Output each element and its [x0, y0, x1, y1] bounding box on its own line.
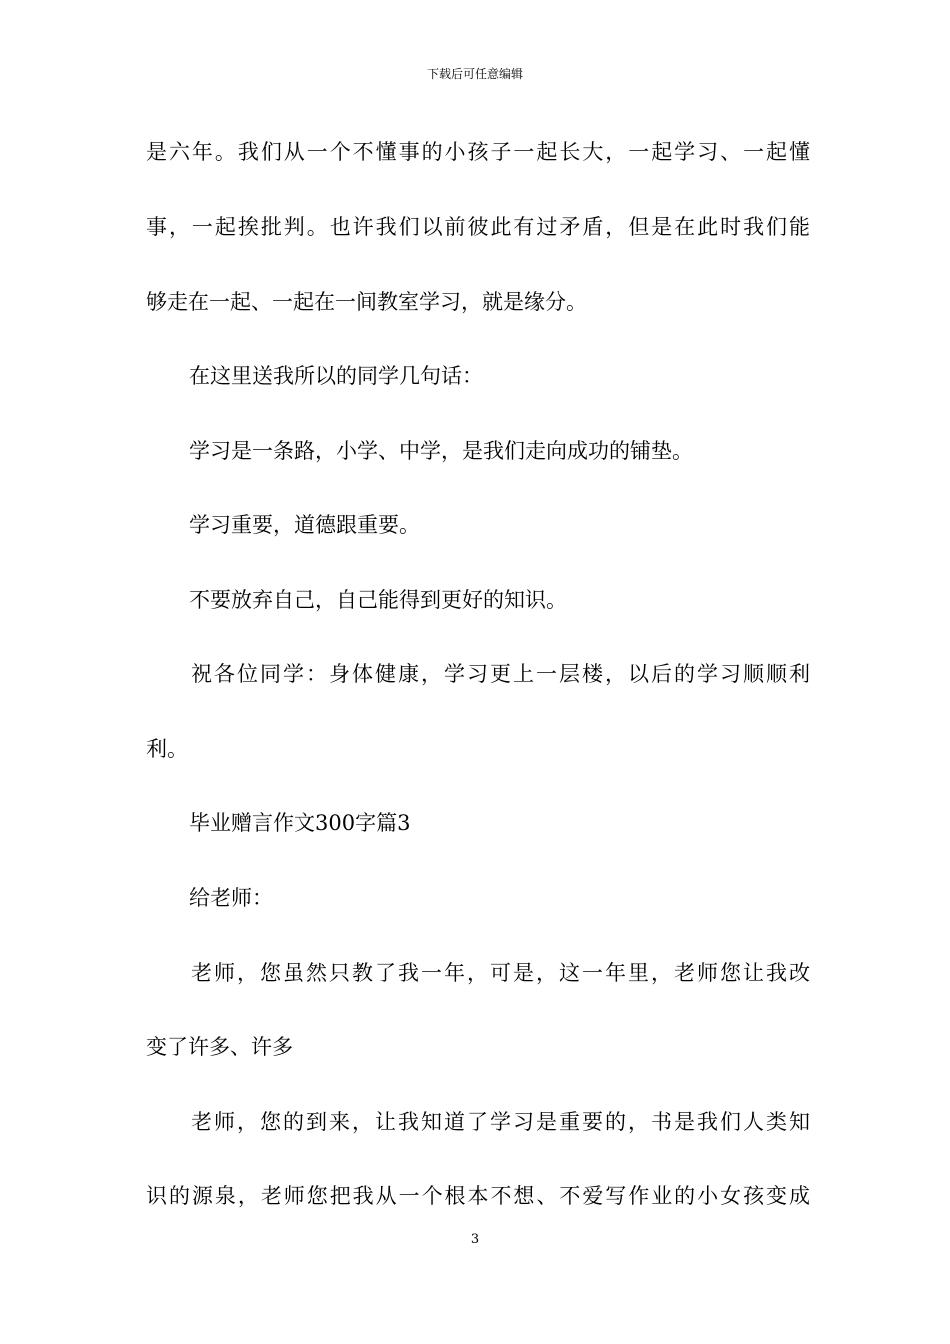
- paragraph-line: 利。: [146, 737, 188, 761]
- paragraph-line: 够走在一起、一起在一间教室学习，就是缘分。: [146, 290, 587, 314]
- page-header: 下载后可任意编辑: [426, 67, 523, 81]
- paragraph-line: 老师，您虽然只教了我一年，可是，这一年里，老师您让我改: [191, 961, 810, 985]
- paragraph-line: 老师，您的到来，让我知道了学习是重要的，书是我们人类知: [191, 1110, 810, 1134]
- paragraph-line: 学习是一条路，小学、中学，是我们走向成功的铺垫。: [189, 439, 693, 463]
- paragraph-line: 是六年。我们从一个不懂事的小孩子一起长大，一起学习、一起懂: [146, 140, 810, 164]
- page-number: 3: [470, 1232, 480, 1247]
- paragraph-line: 变了许多、许多: [146, 1035, 293, 1059]
- paragraph-line: 事，一起挨批判。也许我们以前彼此有过矛盾，但是在此时我们能: [146, 215, 810, 239]
- paragraph-line: 在这里送我所以的同学几句话：: [189, 364, 483, 388]
- paragraph-line: 学习重要，道德跟重要。: [189, 513, 420, 537]
- paragraph-line: 给老师：: [189, 886, 273, 910]
- section-heading: 毕业赠言作文300字篇3: [189, 811, 411, 835]
- paragraph-line: 祝各位同学：身体健康，学习更上一层楼，以后的学习顺顺利: [191, 662, 810, 686]
- paragraph-line: 不要放弃自己，自己能得到更好的知识。: [189, 588, 567, 612]
- paragraph-line: 识的源泉，老师您把我从一个根本不想、不爱写作业的小女孩变成: [146, 1184, 810, 1208]
